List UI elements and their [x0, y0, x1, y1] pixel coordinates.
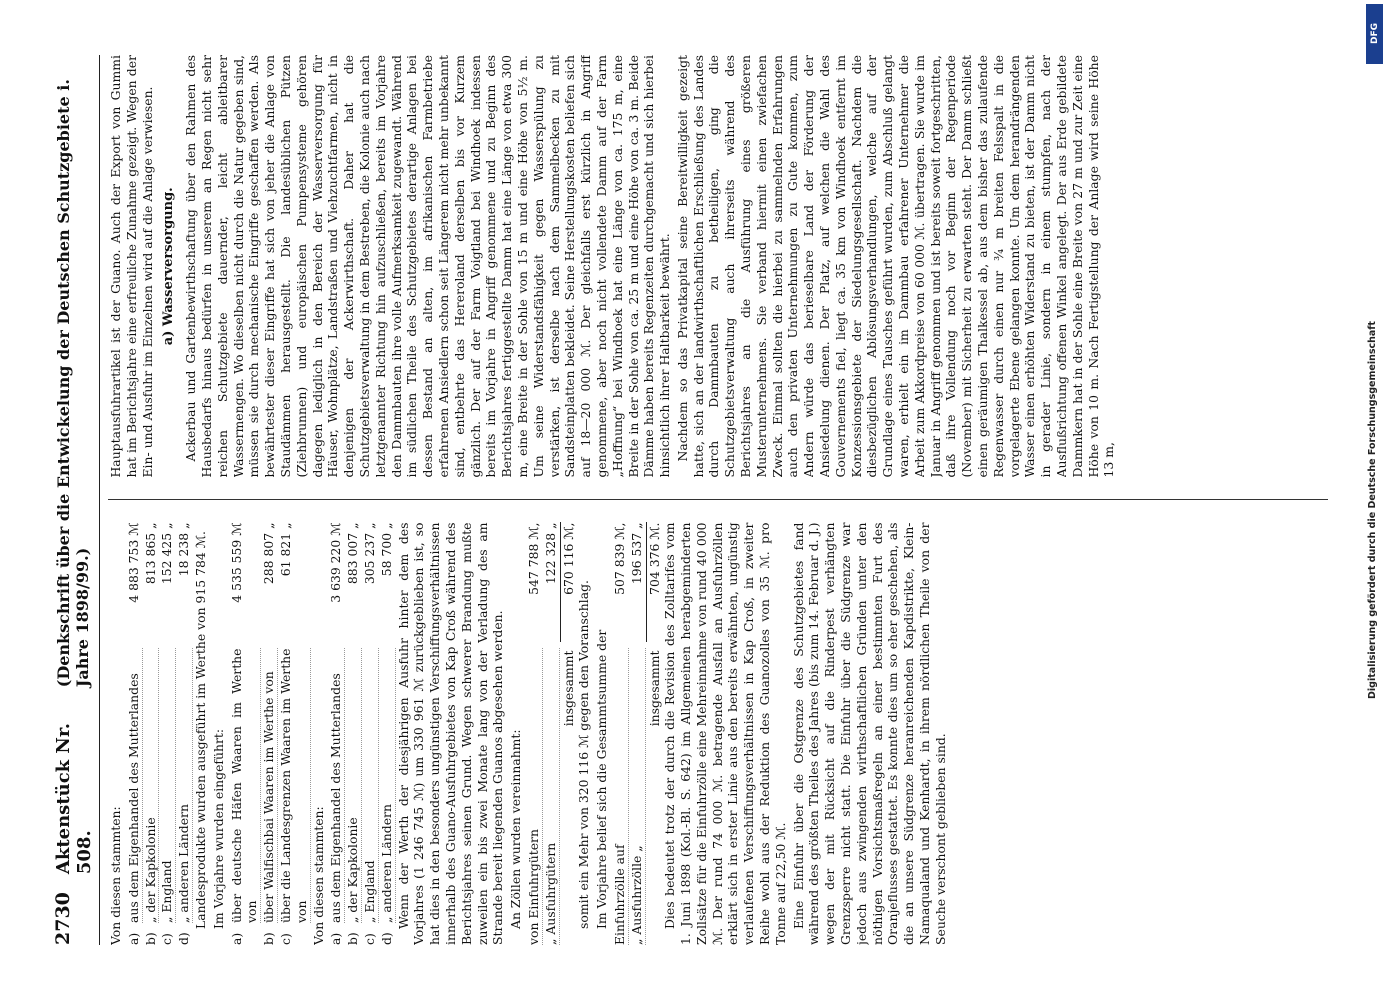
page-header [52, 55, 100, 945]
customs-total-2 [646, 523, 663, 946]
paragraph: Landesprodukte wurden ausgeführt im Werthe von 915 784 ℳ. [192, 531, 208, 929]
digitization-credit: Digitalisierung gefördert durch die Deutsche Forschungsgemeinschaft [1367, 321, 1378, 699]
row-amount: 547 788 ℳ, [525, 522, 541, 595]
row-label: b) [142, 932, 158, 945]
row-text: „ anderen Ländern [176, 649, 193, 924]
paragraph: Hauptausfuhrartikel ist der Guano. Auch der Export von Gummi hat im Berichtsjahre eine erfreuliche Zunahme gezeigt. Wegen der Ein- und Ausfuhr im Einzelnen wird auf die Anlage verwiesen. [108, 55, 155, 478]
row-label: b) [261, 932, 277, 945]
list-row [229, 523, 262, 946]
row-amount: 4 883 753 ℳ [125, 522, 141, 603]
customs-list-1 [526, 523, 560, 946]
list-row [345, 523, 362, 946]
row-label: a) [125, 932, 141, 945]
row-amount: 58 700 „ [378, 522, 394, 577]
paragraph: Von diesen stammten: [310, 806, 326, 945]
row-label: d) [176, 932, 192, 945]
row-label: c) [361, 933, 377, 945]
row-label: d) [378, 932, 394, 945]
list-row [261, 523, 278, 946]
paragraph: Dies bedeutet trotz der durch die Revision des Zolltarifes vom 1. Juni 1898 (Kol.-Bl. S. 642) im Allgemeinen herabgeminderten Zollsätze für die Einfuhrzölle eine Mehreinnahme von rund 40 000 ℳ. Der rund 74 000 ℳ. betragende Ausfall an Ausfuhrzöllen erklärt sich in erster Linie aus den bereits erwähnten, ungünstig verlaufenen Verschiffungsverhältnissen in Kap Croß, in zweiter Reihe wohl aus der Reduktion des Guanozolles von 35 ℳ. pro Tonne auf 22,50 ℳ. [662, 522, 788, 945]
row-amount: 288 807 „ [261, 522, 277, 585]
list-row [362, 523, 379, 946]
customs-total-1 [560, 523, 577, 946]
list-row [526, 523, 543, 946]
paragraph: Von diesen stammten: [108, 806, 123, 945]
paragraph: An Zöllen wurden vereinnahmt: [508, 729, 524, 929]
origin-list-2 [328, 523, 395, 946]
row-amount: 3 639 220 ℳ [328, 522, 344, 603]
row-text: über die Landesgrenzen Waaren im Werthe von [277, 648, 309, 923]
list-row [176, 523, 193, 946]
origin-list-1 [126, 523, 193, 946]
customs-list-2 [612, 523, 646, 946]
dfg-logo [1366, 4, 1383, 64]
row-text: „ Ausfuhrgütern [543, 649, 560, 946]
row-amount: 122 328 „ [542, 522, 558, 585]
list-row [629, 523, 646, 946]
left-column [108, 523, 1328, 946]
row-label: c) [159, 933, 175, 945]
row-text: „ England [159, 649, 176, 924]
paragraph: Im Vorjahre wurden eingeführt: [210, 728, 226, 929]
section-heading: a) Wasserversorgung. [161, 187, 177, 346]
row-text: Einfuhrzölle auf [612, 649, 629, 946]
paragraph: somit ein Mehr von 320 116 ℳ gegen den Voranschlag. [576, 580, 592, 929]
row-amount: 4 535 559 ℳ [228, 522, 244, 603]
paragraph: Im Vorjahre belief sich die Gesammtsumme der [594, 629, 610, 929]
paragraph: Ackerbau und Gartenbewirthschaftung über den Rahmen des Hausbedarfs hinaus bedürfen in unserem an Regen nicht sehr reichen Schutzgebiete dauernder, leicht ableitbarer Wassermengen. Wo dieselben nicht durch die Natur gegeben sind, müssen sie durch mechanische Eingriffe geschaffen werden. Als bewährtester dieser Eingriffe hat sich von jeher die Anlage von Staudämmen herausgestellt. Die landesüblichen Pützen (Ziehbrunnen) und europäischen Pumpensysteme gehören dagegen lediglich in den Bereich der Wasserversorgung für Häuser, Wohnplätze, Landstraßen und Viehzuchtfarmen, nicht in denjenigen der Ackerwirthschaft. Daher hat die Schutzgebietsverwaltung in dem Bestreben, die Kolonie auch nach letztgenannter Richtung hin aufzuschließen, bereits im Vorjahre den Dammbauten ihre volle Aufmerksamkeit zugewandt. Während im südlichen Theile des Schutzgebietes derartige Anlagen bei dessen Bestand an alten, im afrikanischen Farmbetriebe erfahrenen Ansiedlern schon seit Längerem nicht mehr unbekannt sind, entbehrte das Hereroland derselben bis vor Kurzem gänzlich. Der auf der Farm Voigtland bei Windhoek indessen bereits im Vorjahre in Angriff genommene und zu Beginn des Berichtsjahres fertiggestellte Damm hat eine Länge von etwa 300 m, eine Breite in der Sohle von 15 m und eine Höhe von 5½ m. Um seine Widerstandsfähigkeit gegen Wasserspülung zu verstärken, ist derselbe nach dem Sammelbecken zu mit Sandsteinplatten bekleidet. Seine Herstellungskosten beliefen sich auf 18—20 000 ℳ. Der gleichfalls erst kürzlich in Angriff genommene, aber noch nicht vollendete Damm auf der Farm „Hoffnung“ bei Windhoek hat eine Länge von ca. 175 m, eine Breite in der Sohle von ca. 25 m und eine Höhe von ca. 3 m. Beide Dämme haben bereits Regenzeiten durchgemacht und sich hierbei hinsichtlich ihrer Haltbarkeit bewährt. [183, 55, 673, 478]
list-row [543, 523, 560, 946]
row-amount: 883 007 „ [345, 522, 361, 585]
row-label: a) [228, 932, 244, 945]
list-row [159, 523, 176, 946]
row-text: „ Ausfuhrzölle „ [629, 649, 646, 946]
document-title: Aktenstück Nr. 508. [53, 723, 95, 875]
row-text: „ der Kapkolonie [143, 649, 160, 924]
list-row [126, 523, 143, 946]
paragraph: Nachdem so das Privatkapital seine Bereitwilligkeit gezeigt hatte, sich an der landwirthschaftlichen Erschließung des Landes durch Dammbauten zu betheiligen, ging die Schutzgebietsverwaltung auch ihrerseits während des Berichtsjahres an die Ausführung eines größeren Musterunternehmens. Sie verband hiermit einen zwiefachen Zweck. Einmal sollten die hierbei zu sammelnden Erfahrungen auch den privaten Unternehmungen zu Gute kommen, zum Andern würde das berieselbare Land der Förderung der Ansiedelung dienen. Der Platz, auf welchen die Wahl des Gouvernements fiel, liegt ca. 35 km von Windhoek entfernt im Konzessionsgebiete der Siedelungsgesellschaft. Nachdem die diesbezüglichen Ablösungsverhandlungen, welche auf der Grundlage eines Tausches geführt wurden, zum Abschluß gelangt waren, erhielt ein im Dammbau erfahrener Unternehmer die Arbeit zum Akkordpreise von 60 000 ℳ. übertragen. Sie wurde im Januar in Angriff genommen und ist bereits soweit fortgeschritten, daß ihre Vollendung noch vor Beginn der Regenperiode (November) mit Sicherheit zu erwarten steht. Der Damm schließt einen geräumigen Thalkessel ab, aus dem bisher das zulaufende Regenwasser durch einen nur ¾ m breiten Felsspalt in die vorgelagerte Ebene gelangen konnte. Um dem herandrängenden Wasser einen erhöhten Widerstand zu bieten, ist der Damm nicht in gerader Linie, sondern in einem stumpfen, nach der Ausflußrichtung offenen Winkel angelegt. Der aus Erde gebildete Dammkern hat in der Sohle eine Breite von 27 m und zur Zeit eine Höhe von 10 m. Nach Fertigstellung der Anlage wird seine Höhe 13 m, [674, 55, 1117, 478]
row-text: von Einfuhrgütern [526, 649, 543, 946]
row-amount: 196 537 „ [628, 522, 644, 585]
total-label: insgesammt [646, 650, 662, 727]
document-page [0, 15, 1383, 985]
page-number: 2730 [52, 892, 74, 945]
row-text: „ der Kapkolonie [345, 649, 362, 924]
list-row [143, 523, 160, 946]
row-text: „ anderen Ländern [379, 649, 396, 924]
total-amount: 704 376 ℳ. [646, 523, 663, 643]
row-amount: 18 238 „ [176, 522, 192, 577]
row-label: a) [328, 932, 344, 945]
document-subtitle: (Denkschrift über die Entwickelung der Deutschen Schutzgebiete i. Jahre 1898/99.) [54, 79, 92, 688]
import-list [229, 523, 311, 946]
row-amount: 305 237 „ [361, 522, 377, 585]
row-text: über Walfischbai Waaren im Werthe von [261, 649, 278, 924]
logo-text: DFG [1369, 23, 1380, 45]
row-text: „ England [362, 649, 379, 924]
row-label: b) [345, 932, 361, 945]
row-text: aus dem Eigenhandel des Mutterlandes [126, 649, 143, 924]
list-row [612, 523, 629, 946]
list-row [278, 523, 311, 946]
row-amount: 152 425 „ [159, 522, 175, 585]
row-amount: 61 821 „ [277, 522, 293, 577]
total-amount: 670 116 ℳ, [560, 523, 577, 643]
list-row [379, 523, 396, 946]
row-label: c) [277, 933, 293, 945]
row-amount: 507 839 ℳ, [611, 522, 627, 595]
list-row [328, 523, 345, 946]
row-text: über deutsche Häfen Waaren im Werthe von [228, 648, 260, 923]
column-divider [108, 500, 1328, 501]
row-text: aus dem Eigenhandel des Mutterlandes [328, 649, 345, 924]
total-label: insgesammt [560, 650, 576, 727]
row-amount: 813 865 „ [142, 522, 158, 585]
paragraph: Eine Einfuhr über die Ostgrenze des Schutzgebietes fand während des größten Theiles des Jahres (bis zum 14. Februar d. J.) wegen der mit Rücksicht auf die Rinderpest verhängten Grenzsperre nicht statt. Die Einfuhr über die Südgrenze war jedoch aus zwingenden wirthschaftlichen Gründen unter den nöthigen Vorsichtsmaßregeln an einer bestimmten Furt des Oranjeflusses gestattet. Es konnte dies um so eher geschehen, als die an unsere Südgrenze heranreichenden Kapdistrikte, Klein-Namaqualand und Kenhardt, in ihrem nördlichen Theile von der Seuche verschont geblieben sind. [790, 522, 948, 945]
paragraph: Wenn der Werth der diesjährigen Ausfuhr hinter dem des Vorjahres (1 246 745 ℳ) um 330 961 ℳ zurückgeblieben ist, so hat dies in den besonders ungünstigen Verschiffungsverhältnissen innerhalb des Guano-Ausfuhrgebietes von Kap Croß während des Berichtsjahres seinen Grund. Wegen schwerer Brandung mußte zuweilen ein bis zwei Monate lang von der Verladung des am Strande bereit liegenden Guanos abgesehen werden. [395, 522, 506, 945]
right-column [108, 55, 1328, 478]
